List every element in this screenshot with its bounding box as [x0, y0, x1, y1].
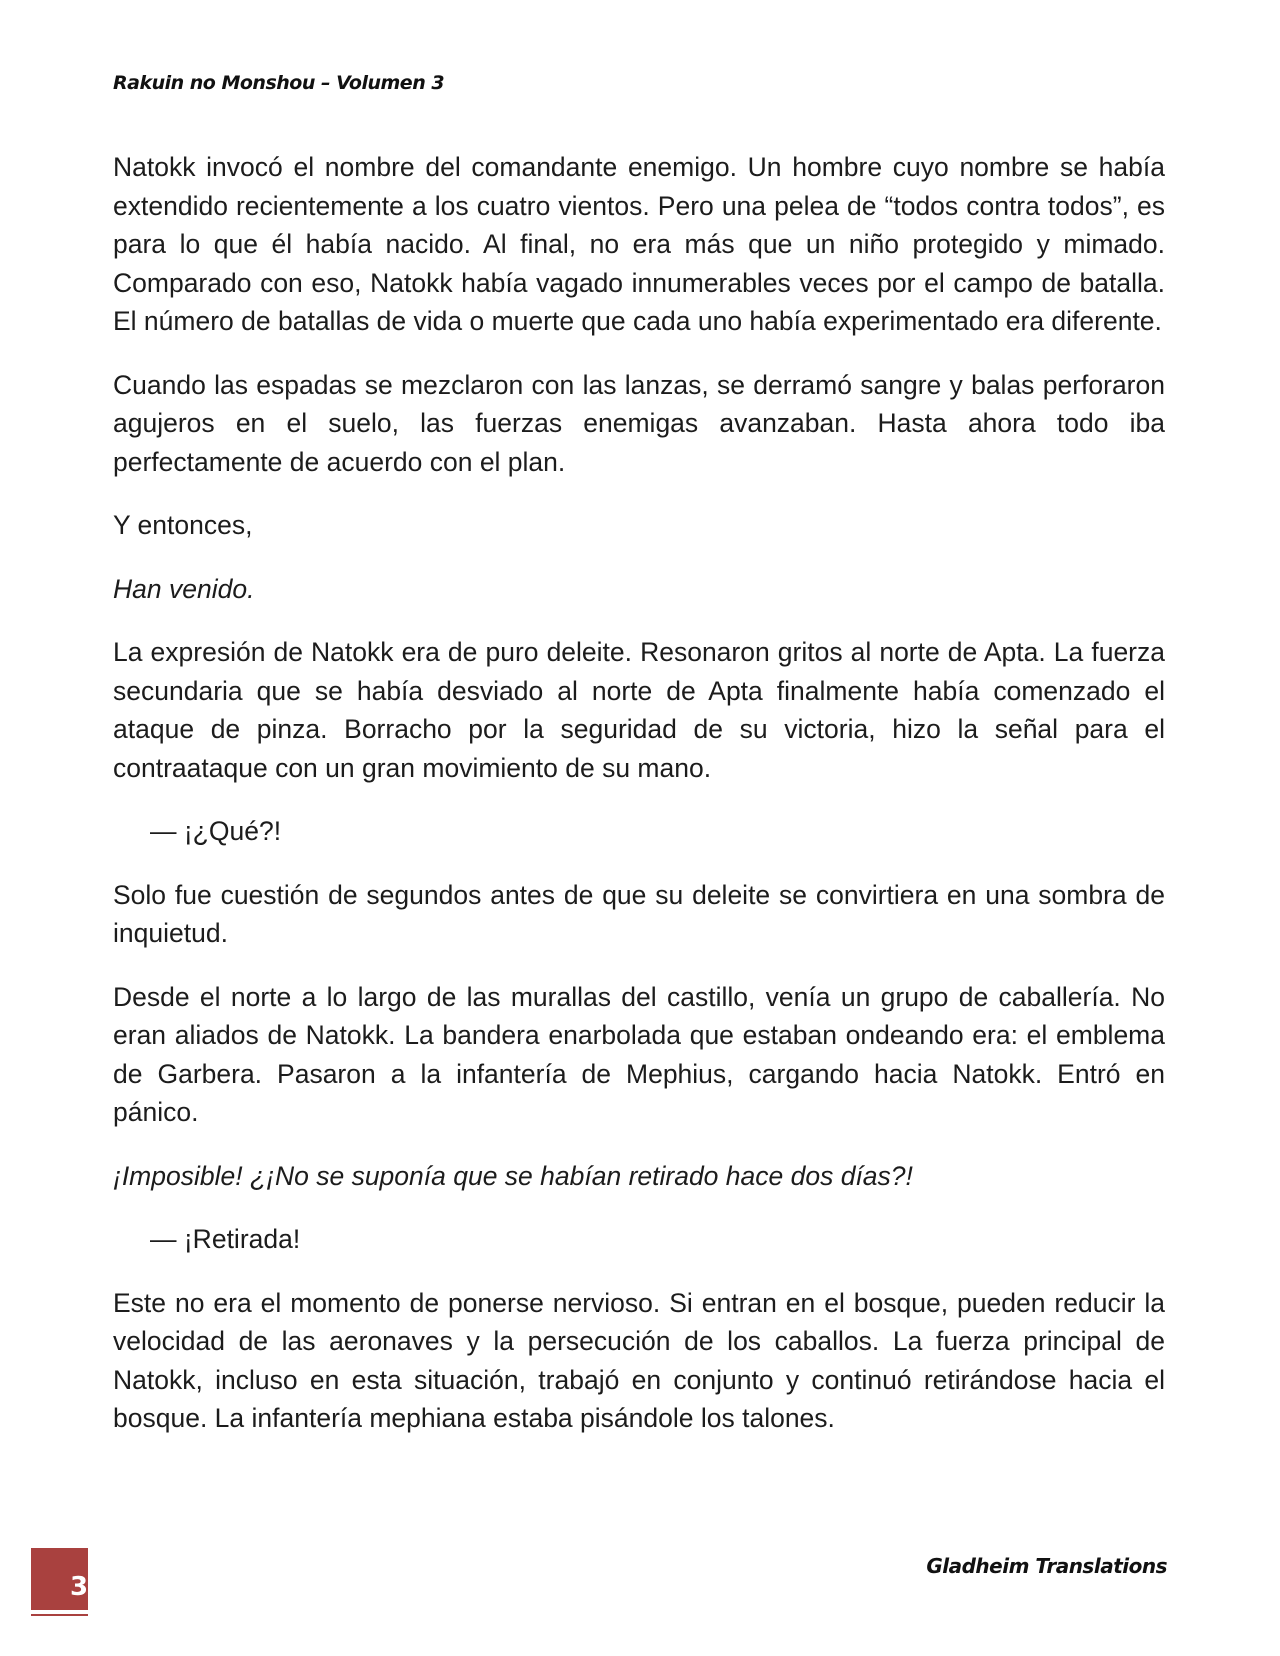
page-body: [113, 148, 1165, 1463]
paragraph-thought: Han venido.: [113, 573, 255, 604]
dialogue-line: — ¡¿Qué?!: [150, 816, 282, 846]
paragraph: Cuando las espadas se mezclaron con las lanzas, se derramó sangre y balas perforaron agujeros en el suelo, las fuerzas enemigas avanzaban. Hasta ahora todo iba perfectamente de acuerdo con el plan.: [113, 369, 1165, 477]
paragraph: La expresión de Natokk era de puro deleite. Resonaron gritos al norte de Apta. La fuerza secundaria que se había desviado al norte de Apta finalmente había comenzado el ataque de pinza. Borracho por la seguridad de su victoria, hizo la señal para el contraataque con un gran movimiento de su mano.: [113, 637, 1165, 783]
footer-credit: Gladheim Translations: [926, 1554, 1167, 1578]
dialogue-line: — ¡Retirada!: [150, 1224, 301, 1254]
paragraph: Desde el norte a lo largo de las murallas del castillo, venía un grupo de caballería. No eran aliados de Natokk. La bandera enarbolada que estaban ondeando era: el emblema de Garbera. Pasaron a la infantería de Mephius, cargando hacia Natokk. Entró en pánico.: [113, 981, 1165, 1127]
paragraph: Y entonces,: [113, 510, 253, 540]
paragraph-thought: ¡Imposible! ¿¡No se suponía que se habían retirado hace dos días?!: [113, 1160, 913, 1191]
running-header: Rakuin no Monshou – Volumen 3: [113, 72, 445, 94]
page-number: 3: [70, 1572, 88, 1602]
paragraph: Solo fue cuestión de segundos antes de que su deleite se convirtiera en una sombra de inquietud.: [113, 879, 1165, 948]
paragraph: Natokk invocó el nombre del comandante enemigo. Un hombre cuyo nombre se había extendido recientemente a los cuatro vientos. Pero una pelea de “todos contra todos”, es para lo que él había nacido. Al final, no era más que un niño protegido y mimado. Comparado con eso, Natokk había vagado innumerables veces por el campo de batalla. El número de batallas de vida o muerte que cada uno había experimentado era diferente.: [113, 152, 1165, 336]
page-number-underline: [31, 1614, 88, 1616]
paragraph: Este no era el momento de ponerse nervioso. Si entran en el bosque, pueden reducir la velocidad de las aeronaves y la persecución de los caballos. La fuerza principal de Natokk, incluso en esta situación, trabajó en conjunto y continuó retirándose hacia el bosque. La infantería mephiana estaba pisándole los talones.: [113, 1287, 1165, 1433]
